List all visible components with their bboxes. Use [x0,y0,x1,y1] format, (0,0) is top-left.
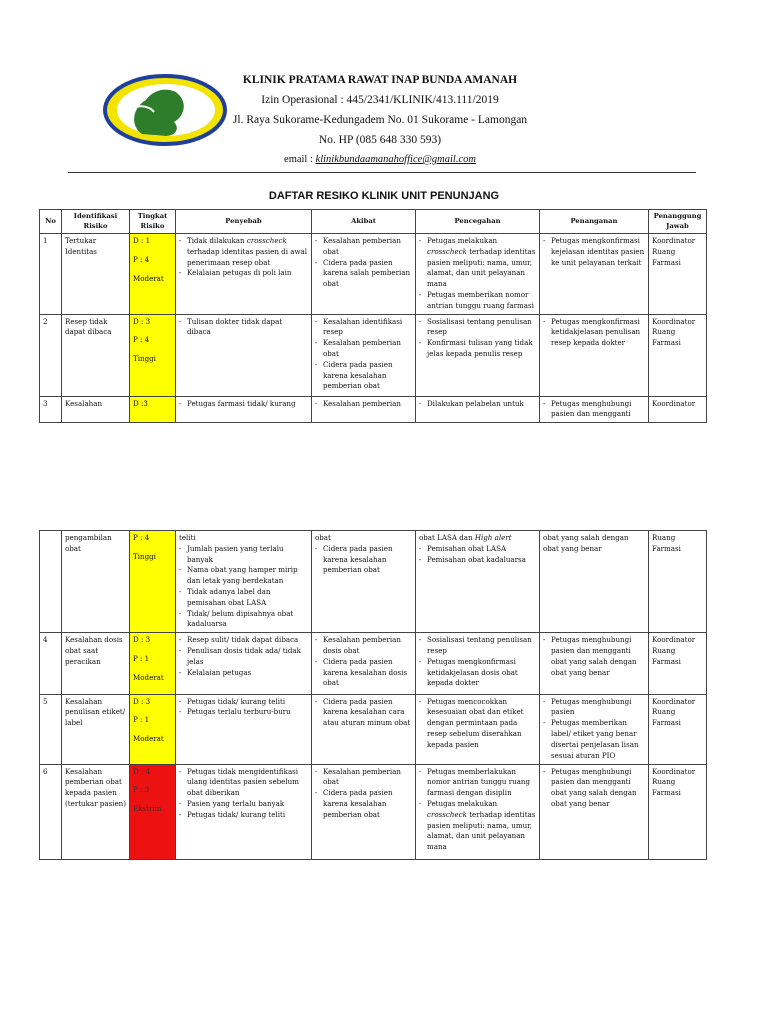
bullet-item: - Petugas memberikan label/ etiket yang benar disertai penjelasan lisan sesuai aturan PIO [543,718,645,761]
responsible-party: Koordinator [649,396,707,423]
col-header-pencegahan: Pencegahan [416,210,540,234]
risk-level-line: Moderat [133,672,164,682]
effect-cell [312,314,416,396]
bullet-item: - Petugas tidak mengidentifikasi ulang identitas pasien sebelum obat diberikan [179,767,308,799]
handling-cell [540,396,649,423]
handling-cell [540,234,649,315]
risk-level-line: D : 3 [133,635,151,645]
bullet-list [315,399,412,410]
effect-cell [312,531,416,633]
prevention-cell [416,396,540,423]
risk-level-line: Moderat [133,734,164,744]
letterhead [230,70,530,170]
bullet-item: - Petugas memberlakukan nomor antrian tunggu ruang farmasi dengan disiplin [419,767,536,799]
row-number: 4 [40,633,62,694]
bullet-list [543,767,645,810]
risk-level-line: P : 1 [133,715,150,725]
bullet-item: - Pasien yang terlalu banyak [179,799,308,810]
bullet-list [179,399,308,410]
handling-cell [540,764,649,859]
risk-identification: Resep tidak dapat dibaca [62,314,130,396]
bullet-item: - Cidera pada pasien karena kesalahan pemberian obat [315,788,412,820]
risk-level [130,531,176,633]
risk-level-line: Ekstrim [133,804,162,814]
bullet-item: - Nama obat yang hamper mirip dan letak yang berdekatan [179,565,308,587]
bullet-item: - Petugas mencocokkan kesesuaian obat dan etiket dengan permintaan pada resep sebelum diserahkan kepada pasien [419,697,536,751]
col-header-penanganan: Penanganan [540,210,649,234]
bullet-item: - Cidera pada pasien karena kesalahan pemberian obat [315,544,412,576]
risk-identification: Kesalahan [62,396,130,423]
table-row [40,396,707,423]
bullet-item: - Petugas melakukan crosscheck terhadap identitas pasien meliputi: nama, umur, alamat, dan unit pelayanan mana [419,799,536,853]
risk-level-line: P : 3 [133,785,150,795]
clinic-email [230,150,530,170]
bullet-item: - Petugas tidak/ kurang teliti [179,697,308,708]
risk-level-line: P : 1 [133,653,150,663]
risk-level-line: P : 4 [133,254,150,264]
bullet-item: - Petugas terlalu terburu-buru [179,707,308,718]
bullet-item: - Cidera pada pasien karena kesalahan cara atau aturan minum obat [315,697,412,729]
bullet-item: - Pemisahan obat kadaluarsa [419,555,536,566]
bullet-list [179,697,308,719]
bullet-list [419,399,536,410]
clinic-name: KLINIK PRATAMA RAWAT INAP BUNDA AMANAH [242,74,518,86]
bullet-list [179,635,308,678]
risk-level [130,764,176,859]
bullet-list [419,317,536,360]
risk-identification: pengambilan obat [62,531,130,633]
bullet-item: - Petugas menghubungi pasien dan mengganti [543,399,645,421]
risk-identification: Tertukar Identitas [62,234,130,315]
responsible-party: Koordinator Ruang Farmasi [649,764,707,859]
col-header-tingkat: Tingkat Risiko [130,210,176,234]
row-number: 3 [40,396,62,423]
handling-cell [540,694,649,764]
bullet-item: - Pemisahan obat LASA [419,544,536,555]
risk-table-part-1 [39,209,707,423]
cause-cell [176,633,312,694]
bullet-item: - Kesalahan pemberian obat [315,236,412,258]
prevention-cell [416,234,540,315]
risk-level-line: Moderat [133,273,164,283]
bullet-item: - Tulisan dokter tidak dapat dibaca [179,317,308,339]
risk-level-line: P : 4 [133,335,150,345]
effect-cell [312,234,416,315]
bullet-item: - Kesalahan pemberian obat [315,338,412,360]
risk-level [130,633,176,694]
continued-text: teliti [179,533,196,542]
email-label: email : [284,154,316,165]
row-number [40,531,62,633]
cause-cell [176,314,312,396]
bullet-item: - Sosialisasi tentang penulisan resep [419,635,536,657]
col-header-penyebab: Penyebab [176,210,312,234]
bullet-list [315,544,412,576]
risk-level-line: D : 3 [133,316,151,326]
row-number: 1 [40,234,62,315]
risk-level [130,314,176,396]
operational-permit: Izin Operasional : 445/2341/KLINIK/413.111/2019 [261,94,499,106]
bullet-list [419,697,536,751]
bullet-list [543,635,645,678]
bullet-list [419,635,536,689]
bullet-list [543,317,645,349]
bullet-item: - Petugas melakukan crosscheck terhadap identitas pasien meliputi: nama, umur, alamat, dan unit pelayanan mana [419,236,536,290]
risk-level-line: D : 3 [133,696,151,706]
page-title: DAFTAR RESIKO KLINIK UNIT PENUNJANG [268,190,500,202]
bullet-item: - Petugas farmasi tidak/ kurang [179,399,308,410]
bullet-item: - Cidera pada pasien karena kesalahan dosis obat [315,657,412,689]
bullet-item: - Petugas mengkonfirmasi ketidakjelasan dosis obat kepada dokter [419,657,536,689]
table-row [40,234,707,315]
risk-level-line: Tinggi [133,551,156,561]
bullet-item: - Sosialisasi tentang penulisan resep [419,317,536,339]
bullet-list [179,544,308,630]
bullet-item: - Kesalahan pemberian [315,399,412,410]
risk-table-part-2 [39,530,707,860]
table-row [40,531,707,633]
prevention-cell [416,531,540,633]
table-header-row [40,210,707,234]
bullet-item: - Kelalaian petugas di poli lain [179,268,308,279]
risk-level-line: P : 4 [133,533,150,542]
table-row [40,633,707,694]
handling-cell [540,314,649,396]
handling-cell [540,633,649,694]
bullet-list [419,767,536,853]
effect-cell [312,694,416,764]
risk-identification: Kesalahan pemberian obat kepada pasien (tertukar pasien) [62,764,130,859]
prevention-cell [416,314,540,396]
table-row [40,694,707,764]
bullet-list [315,635,412,689]
cause-cell [176,764,312,859]
cause-cell [176,234,312,315]
responsible-party: Ruang Farmasi [649,531,707,633]
continued-text: obat [315,533,331,542]
bullet-item: - Cidera pada pasien karena kesalahan pemberian obat [315,360,412,392]
bullet-list [315,317,412,393]
responsible-party: Koordinator Ruang Farmasi [649,234,707,315]
bullet-item: - Petugas memberikan nomor antrian tunggu ruang farmasi [419,290,536,312]
header-divider [68,172,696,173]
bullet-list [179,317,308,339]
bullet-item: - Kelalaian petugas [179,668,308,679]
bullet-list [419,236,536,312]
bullet-item: - Petugas tidak/ kurang teliti [179,810,308,821]
table-row [40,764,707,859]
italic-term: High alert [474,533,512,542]
risk-level [130,694,176,764]
bullet-list [543,236,645,268]
col-header-identifikasi: Identifikasi Risiko [62,210,130,234]
bullet-item: - Dilakukan pelabelan untuk [419,399,536,410]
continued-text: obat LASA dan High alert [419,533,512,542]
prevention-cell [416,633,540,694]
bullet-list [179,236,308,279]
bullet-item: - Petugas menghubungi pasien [543,697,645,719]
italic-term: crosscheck [427,809,467,819]
bullet-list [179,767,308,821]
risk-level-line: D :3 [133,398,148,408]
italic-term: crosscheck [246,236,287,245]
bullet-item: - Kesalahan identifikasi resep [315,317,412,339]
handling-cell [540,531,649,633]
bullet-item: - Kesalahan pemberian obat [315,767,412,789]
bullet-item: - Penulisan dosis tidak ada/ tidak jelas [179,646,308,668]
risk-level [130,234,176,315]
risk-level-line: Tinggi [133,354,156,364]
risk-identification: Kesalahan penulisan etiket/ label [62,694,130,764]
continued-text: obat yang salah dengan obat yang benar [543,533,629,553]
bullet-list [315,236,412,290]
col-header-penanggung-jawab: Penanggung Jawab [649,210,707,234]
cause-cell [176,531,312,633]
italic-term: crosscheck [427,246,467,256]
bullet-item: - Tidak adanya label dan pemisahan obat LASA [179,587,308,609]
cause-cell [176,694,312,764]
risk-level-line: D : 1 [133,236,151,245]
row-number: 2 [40,314,62,396]
email-address[interactable]: klinikbundaamanahoffice@gmail.com [315,154,476,165]
table-row [40,314,707,396]
effect-cell [312,764,416,859]
bullet-item: - Petugas menghubungi pasien dan mengganti obat yang salah dengan obat yang benar [543,635,645,678]
clinic-phone: No. HP (085 648 330 593) [318,134,442,146]
bullet-list [543,697,645,762]
bullet-item: - Tidak/ belum dipisahnya obat kadaluarsa [179,609,308,631]
bullet-item: - Petugas menghubungi pasien dan mengganti obat yang salah dengan obat yang benar [543,767,645,810]
bullet-item: - Petugas mengkonfirmasi kejelasan identitas pasien ke unit pelayanan terkait [543,236,645,268]
col-header-akibat: Akibat [312,210,416,234]
prevention-cell [416,764,540,859]
row-number: 6 [40,764,62,859]
row-number: 5 [40,694,62,764]
responsible-party: Koordinator Ruang Farmasi [649,314,707,396]
col-header-no: No [40,210,62,234]
bullet-item: - Jumlah pasien yang terlalu banyak [179,544,308,566]
clinic-address: Jl. Raya Sukorame-Kedungadem No. 01 Sukorame - Lamongan [232,114,528,126]
risk-identification: Kesalahan dosis obat saat peracikan [62,633,130,694]
bullet-item: - Konfirmasi tulisan yang tidak jelas kepada penulis resep [419,338,536,360]
bullet-item: - Cidera pada pasien karena salah pemberian obat [315,258,412,290]
bullet-list [419,544,536,566]
cause-cell [176,396,312,423]
risk-level [130,396,176,423]
bullet-list [315,697,412,729]
effect-cell [312,633,416,694]
bullet-item: - Kesalahan pemberian dosis obat [315,635,412,657]
bullet-item: - Petugas mengkonfirmasi ketidakjelasan penulisan resep kepada dokter [543,317,645,349]
clinic-logo [102,74,228,146]
bullet-item: - Resep sulit/ tidak dapat dibaca [179,635,308,646]
bullet-list [543,399,645,421]
bullet-list [315,767,412,821]
risk-level-line: D : 4 [133,766,151,776]
prevention-cell [416,694,540,764]
responsible-party: Koordinator Ruang Farmasi [649,694,707,764]
effect-cell [312,396,416,423]
responsible-party: Koordinator Ruang Farmasi [649,633,707,694]
bullet-item: - Tidak dilakukan crosscheck terhadap identitas pasien di awal penerimaan resep obat [179,236,308,268]
